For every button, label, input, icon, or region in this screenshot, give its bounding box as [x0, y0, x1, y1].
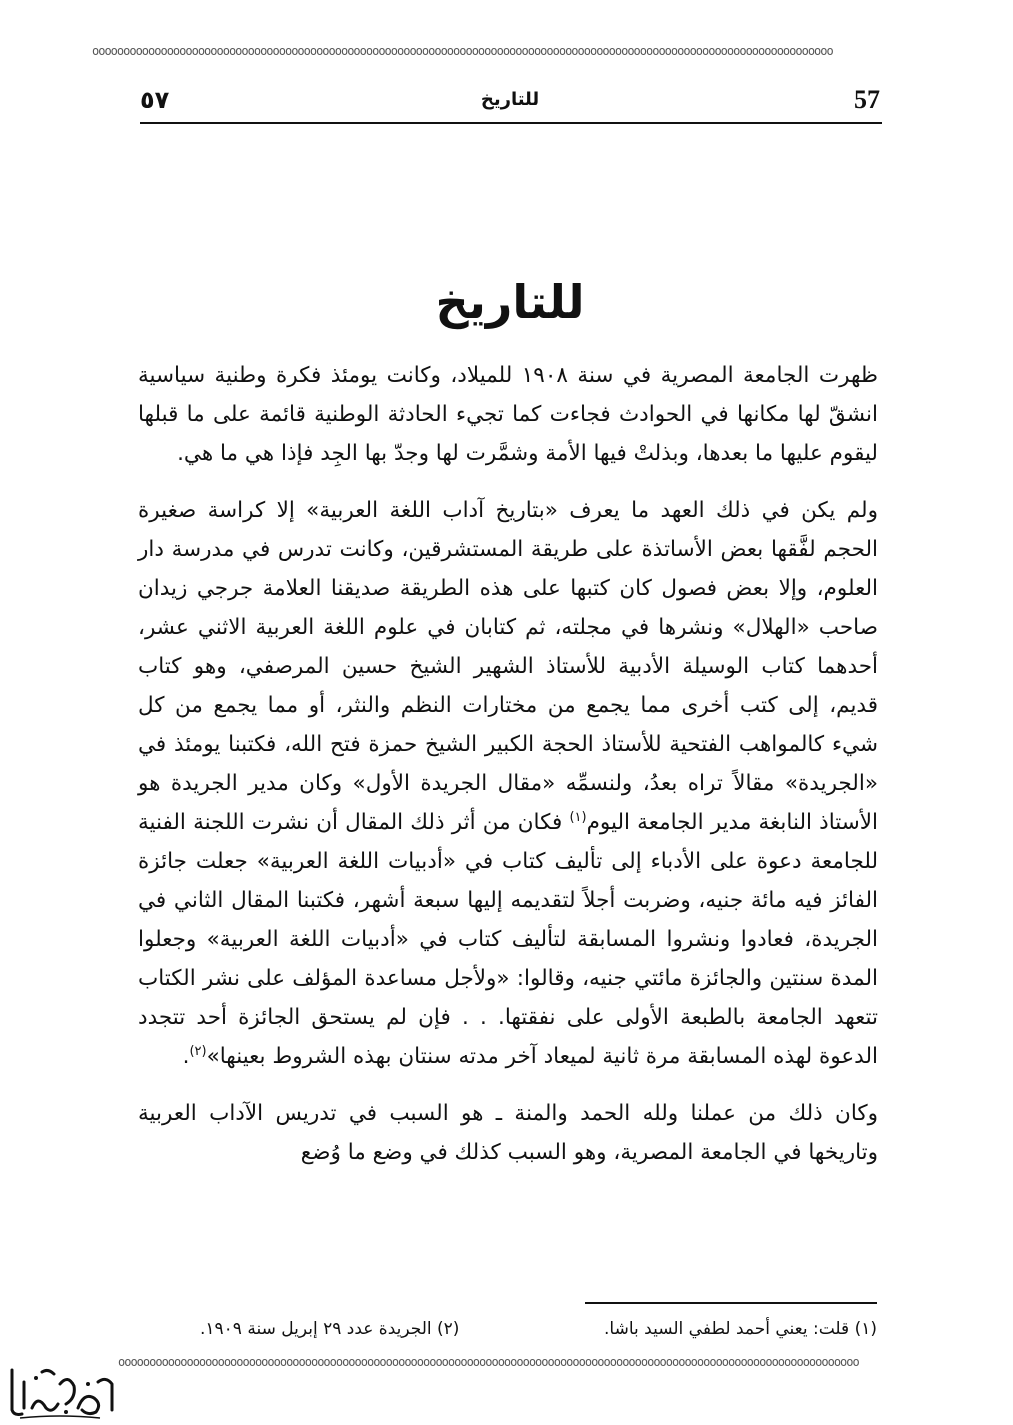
paragraph-1: ظهرت الجامعة المصرية في سنة ١٩٠٨ للميلاد، وكانت يومئذ فكرة وطنية سياسية انشقّ لها مكانها في الحوادث فجاءت كما تجيء الحادثة الوطنية قائمة على ما قبلها ليقوم عليها ما بعدها، وبذلتْ فيها الأمة وشمَّرت لها وجدّ بها الجِد فإذا هي ما هي. — [138, 363, 878, 466]
running-header — [140, 84, 880, 124]
paragraph-2 — [138, 491, 878, 1076]
header-rule — [140, 122, 882, 124]
running-title: للتاريخ — [480, 89, 540, 110]
footnote-ref-2: (٢) — [189, 1043, 207, 1059]
watermark-logo — [2, 1364, 120, 1422]
footnote-2: (٢) الجريدة عدد ٢٩ إبريل سنة ١٩٠٩. — [200, 1319, 460, 1339]
paragraph-2-part-2: فكان من أثر ذلك المقال أن نشرت اللجنة الفنية للجامعة دعوة على الأدباء إلى تأليف كتاب في «أدبيات اللغة العربية» جعلت جائزة الفائز فيه مائة جنيه، وضربت أجلاً لتقديمه إليها سبعة أشهر، فكتبنا المقال الثاني في الجريدة، فعادوا ونشروا المسابقة لتأليف كتاب في «أدبيات اللغة العربية» وجعلوا المدة سنتين والجائزة مائتي جنيه، وقالوا: «ولأجل مساعدة المؤلف على نشر الكتاب تتعهد الجامعة بالطبعة الأولى على نفقتها. . . فإن لم يستحق الجائزة أحد تتجدد الدعوة لهذه المسابقة مرة ثانية لميعاد آخر مدته سنتان بهذه الشروط بعينها» — [138, 810, 878, 1069]
footnote-rule — [585, 1302, 877, 1304]
chapter-title: للتاريخ — [435, 275, 585, 329]
footnote-1: (١) قلت: يعني أحمد لطفي السيد باشا. — [604, 1319, 877, 1339]
bottom-ornamental-border: ooooooooooooooooooooooooooooooooooooooooooooooooooooooooooooooooooooooooooooooooooooooooooooooooooooooooooooooooooooooo — [118, 1355, 859, 1369]
calligraphy-logo-icon — [2, 1364, 120, 1422]
paragraph-2-end: . — [182, 1044, 190, 1069]
body-text — [138, 356, 878, 1172]
paragraph-3: وكان ذلك من عملنا ولله الحمد والمنة ـ هو السبب في تدريس الآداب العربية وتاريخها في الجامعة المصرية، وهو السبب كذلك في وضع ما وُضع — [138, 1101, 878, 1165]
page-number-arabic: ٥٧ — [140, 86, 170, 114]
top-ornamental-border: ooooooooooooooooooooooooooooooooooooooooooooooooooooooooooooooooooooooooooooooooooooooooooooooooooooooooooooooooooooooo — [92, 44, 833, 58]
footnotes — [200, 1314, 877, 1344]
paragraph-2-part-1: ولم يكن في ذلك العهد ما يعرف «بتاريخ آداب اللغة العربية» إلا كراسة صغيرة الحجم لفَّقها بعض الأساتذة على طريقة المستشرقين، وكانت تدرس في مدرسة دار العلوم، وإلا بعض فصول كان كتبها على هذه الطريقة صديقنا العلامة جرجي زيدان صاحب «الهلال» ونشرها في مجلته، ثم كتابان في علوم اللغة العربية الاثني عشر، أحدهما كتاب الوسيلة الأدبية للأستاذ الشهير الشيخ حسين المرصفي، وهو كتاب قديم، إلى كتب أخرى مما يجمع من مختارات النظم والنثر، أو مما يجمع من كل شيء كالمواهب الفتحية للأستاذ الحجة الكبير الشيخ حمزة فتح الله، فكتبنا يومئذ في «الجريدة» مقالاً تراه بعدُ، ولنسمِّه «مقال الجريدة الأول» وكان مدير الجريدة هو الأستاذ النابغة مدير الجامعة اليوم — [138, 498, 879, 835]
page-number-latin: 57 — [854, 85, 880, 114]
footnote-ref-1: (١) — [569, 809, 587, 825]
